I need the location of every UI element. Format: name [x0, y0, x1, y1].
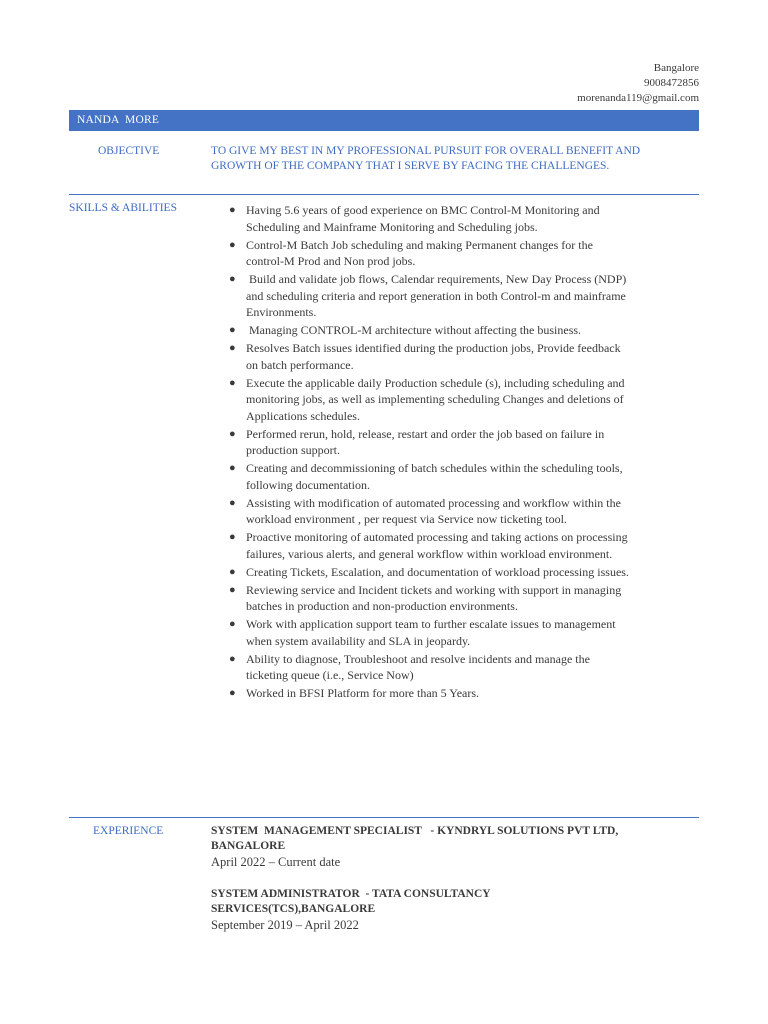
- bullet-icon: ●: [229, 273, 236, 285]
- section-divider: [69, 817, 699, 818]
- objective-label: OBJECTIVE: [98, 145, 160, 157]
- skill-text: Work with application support team to further escalate issues to management when system availability and SLA in jeopardy.: [246, 617, 616, 648]
- list-item: [211, 340, 631, 373]
- list-item: [211, 685, 631, 702]
- skill-text: Having 5.6 years of good experience on BMC Control-M Monitoring and Scheduling and Mainframe Monitoring and Scheduling jobs.: [246, 203, 600, 234]
- skill-text: Managing CONTROL-M architecture without affecting the business.: [246, 323, 582, 337]
- list-item: [211, 322, 631, 339]
- bullet-icon: ●: [229, 324, 236, 336]
- bullet-icon: ●: [229, 618, 236, 630]
- contact-phone: 9008472856: [644, 77, 699, 89]
- skill-text: Worked in BFSI Platform for more than 5 Years.: [246, 686, 480, 700]
- job-title: SYSTEM MANAGEMENT SPECIALIST - KYNDRYL SOLUTIONS PVT LTD, BANGALORE: [211, 825, 622, 852]
- job-dates: September 2019 – April 2022: [211, 918, 359, 932]
- job-title: SYSTEM ADMINISTRATOR - TATA CONSULTANCY SERVICES(TCS),BANGALORE: [211, 888, 494, 915]
- bullet-icon: ●: [229, 376, 236, 389]
- bullet-icon: ●: [229, 565, 236, 578]
- skill-text: Assisting with modification of automated processing and workflow within the workload environment , per request via Service now ticketing tool.: [246, 495, 621, 526]
- bullet-icon: ●: [229, 583, 236, 596]
- skill-text: Resolves Batch issues identified during the production jobs, Provide feedback on batch performance.: [246, 341, 621, 372]
- list-item: [211, 271, 631, 321]
- list-item: [211, 529, 631, 562]
- bullet-icon: ●: [229, 531, 236, 543]
- objective-text: TO GIVE MY BEST IN MY PROFESSIONAL PURSUIT FOR OVERALL BENEFIT AND GROWTH OF THE COMPANY THAT I SERVE BY FACING THE CHALLENGES.: [211, 145, 641, 172]
- list-item: [211, 237, 631, 270]
- bullet-icon: ●: [229, 204, 236, 216]
- list-item: [211, 616, 631, 649]
- list-item: [211, 582, 631, 615]
- bullet-icon: ●: [229, 652, 236, 665]
- list-item: [211, 426, 631, 459]
- skill-text: Proactive monitoring of automated processing and taking actions on processing failures, various alerts, and general workflow within workload environment.: [246, 530, 628, 561]
- skill-text: Performed rerun, hold, release, restart and order the job based on failure in production support.: [246, 426, 605, 457]
- experience-entry: [211, 887, 531, 933]
- contact-city: Bangalore: [653, 62, 699, 74]
- bullet-icon: ●: [229, 687, 236, 699]
- experience-entry: [211, 824, 651, 870]
- skill-text: Build and validate job flows, Calendar requirements, New Day Process (NDP) and scheduling criteria and report generation in both Control-m and mainframe Environments.: [246, 272, 630, 319]
- skill-text: Creating and decommissioning of batch schedules within the scheduling tools, following documentation.: [246, 461, 623, 492]
- list-item: [211, 460, 631, 493]
- skill-text: Execute the applicable daily Production schedule (s), including scheduling and monitoring jobs, as well as implementing scheduling Changes and deletions of Applications schedules.: [246, 375, 625, 423]
- name-banner: [69, 110, 699, 131]
- skill-text: Ability to diagnose, Troubleshoot and resolve incidents and manage the ticketing queue (i.e., Service Now): [246, 651, 590, 682]
- bullet-icon: ●: [229, 427, 236, 440]
- list-item: [211, 375, 631, 425]
- contact-email: morenanda119@gmail.com: [577, 92, 699, 104]
- section-divider: [69, 194, 699, 195]
- skill-text: Control-M Batch Job scheduling and making Permanent changes for the control-M Prod and Non prod jobs.: [246, 237, 593, 268]
- list-item: [211, 495, 631, 528]
- bullet-icon: ●: [229, 462, 236, 474]
- job-dates: April 2022 – Current date: [211, 855, 341, 869]
- candidate-name: NANDA MORE: [77, 114, 160, 126]
- list-item: [211, 564, 631, 581]
- experience-label: EXPERIENCE: [93, 825, 164, 837]
- contact-block: [577, 61, 699, 106]
- skills-list: [211, 202, 631, 703]
- skills-label: SKILLS & ABILITIES: [69, 202, 177, 214]
- bullet-icon: ●: [229, 342, 236, 354]
- bullet-icon: ●: [229, 496, 236, 509]
- list-item: [211, 202, 631, 235]
- list-item: [211, 651, 631, 684]
- skill-text: Creating Tickets, Escalation, and documentation of workload processing issues.: [246, 564, 629, 579]
- skill-text: Reviewing service and Incident tickets and working with support in managing batches in production and non-production environments.: [246, 582, 622, 613]
- bullet-icon: ●: [229, 238, 236, 251]
